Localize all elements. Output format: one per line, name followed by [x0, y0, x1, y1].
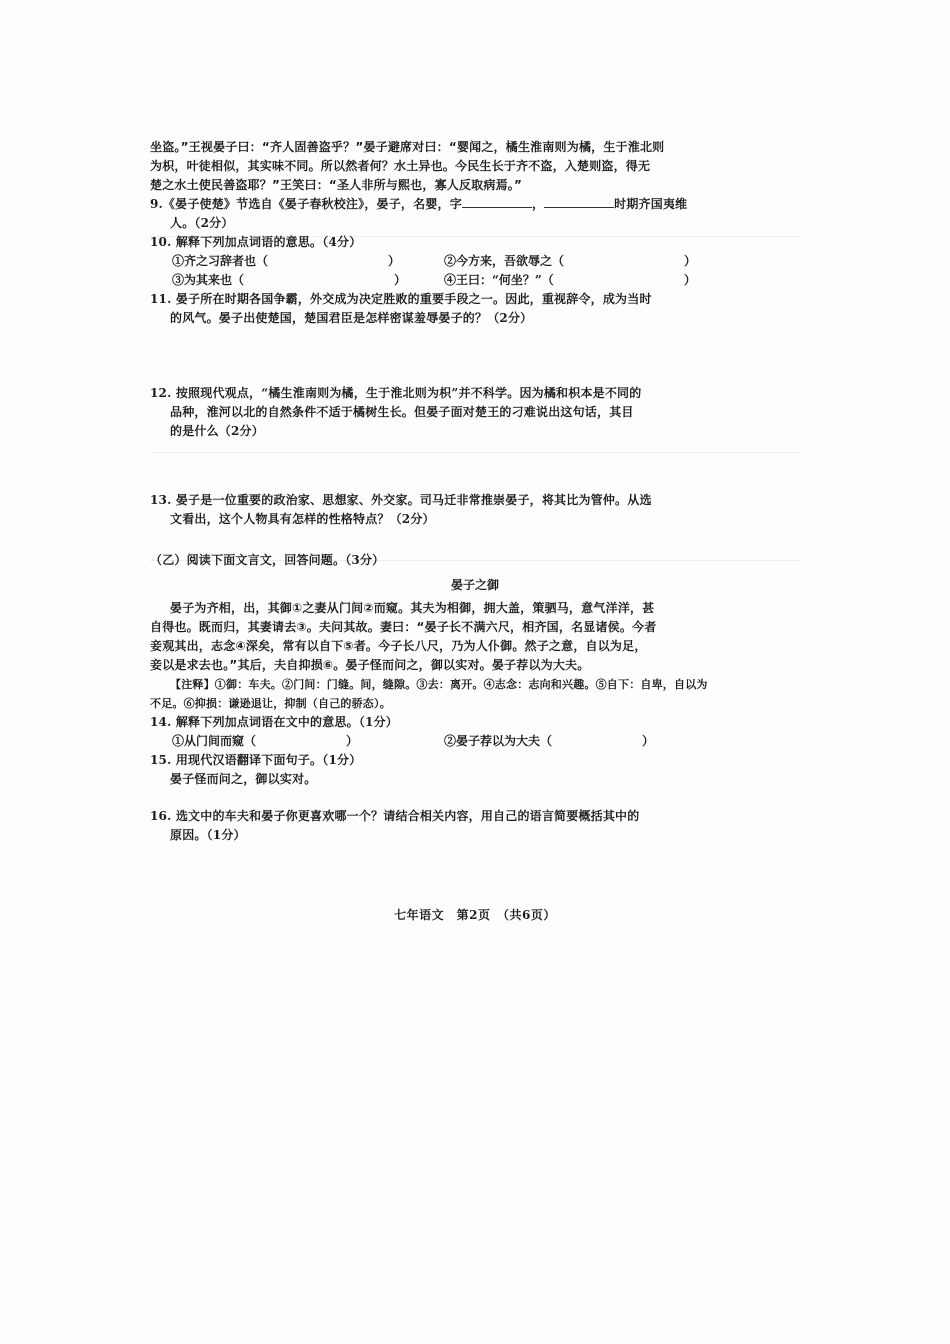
annotation-line: 【注释】①御：车夫。②门间：门缝。间，缝隙。③去：离开。④志念：志向和兴趣。⑤自下：自卑，自以为	[170, 678, 708, 691]
q12-line: 的是什么（2分）	[170, 424, 264, 438]
q11-answer-space[interactable]	[150, 328, 800, 384]
q12-answer-space[interactable]	[150, 441, 800, 491]
q15-sentence: 晏子怪而问之，御以实对。	[170, 772, 317, 786]
q13-line: 文看出，这个人物具有怎样的性格特点？（2分）	[170, 512, 435, 526]
question-12	[150, 384, 800, 441]
section-b-heading: （乙）阅读下面文言文，回答问题。（3分）	[150, 553, 385, 567]
q15-answer-space[interactable]	[150, 789, 800, 807]
question-14	[150, 713, 800, 751]
passage-b	[150, 599, 800, 675]
q11-line: 的风气。晏子出使楚国，楚国君臣是怎样密谋羞辱晏子的？（2分）	[170, 311, 533, 325]
passage-a-continuation	[150, 138, 800, 195]
q12-line: 品种，淮河以北的自然条件不适于橘树生长。但晏子面对楚王的刁难说出这句话，其目	[170, 405, 634, 419]
question-16	[150, 807, 800, 845]
q9-text-c: 时期齐国夷维	[614, 197, 688, 211]
q14-item-2: ②晏子荐以为大夫（	[444, 734, 553, 748]
q10-item-4: ④王曰：“何坐？”（	[444, 273, 554, 287]
page-footer: 七年语文 第2页 （共6页）	[394, 908, 556, 922]
passage-b-line: 妾观其出，志念④深矣，常有以自下⑤者。今子长八尺，乃为人仆御。然子之意，自以为足，	[150, 639, 647, 653]
q14-item-1: ①从门间而窥（	[172, 734, 257, 748]
q10-item-3: ③为其来也（	[172, 273, 245, 287]
passage-line: 为枳，叶徒相似，其实味不同。所以然者何？水土异也。今民生长于齐不盗，入楚则盗，得无	[150, 159, 651, 173]
passage-b-title: 晏子之御	[450, 578, 499, 592]
q14-stem: 14. 解释下列加点词语在文中的意思。（1分）	[150, 715, 399, 729]
question-15	[150, 751, 800, 789]
question-11	[150, 290, 800, 328]
q10-paren: ）	[394, 273, 407, 287]
passage-b-line: 晏子为齐相，出，其御①之妻从门间②而窥。其夫为相御，拥大盖，策驷马，意气洋洋，甚	[170, 601, 655, 615]
q14-row	[150, 732, 800, 751]
q10-paren: ）	[388, 254, 401, 268]
passage-line: 坐盗。”王视晏子曰：“齐人固善盗乎？”晏子避席对曰：“婴闻之，橘生淮南则为橘，生于淮北则	[150, 140, 665, 154]
passage-b-line: 妾以是求去也。”其后，夫自抑损⑥。晏子怪而问之，御以实对。晏子荐以为大夫。	[150, 658, 590, 672]
q13-answer-space[interactable]	[150, 529, 800, 551]
q14-paren: ）	[642, 734, 655, 748]
q11-line: 11. 晏子所在时期各国争霸，外交成为决定胜败的重要手段之一。因此，重视辞令，成为当时	[150, 292, 652, 306]
q10-stem: 10. 解释下列加点词语的意思。（4分）	[150, 235, 362, 249]
annotation-line: 不足。⑥抑损：谦逊退让，抑制（自己的骄态）。	[150, 697, 391, 710]
q9-text-a: 9.《晏子使楚》节选自《晏子春秋校注》，晏子，名婴，字	[150, 197, 462, 211]
q10-paren: ）	[683, 273, 696, 287]
passage-b-line: 自得也。既而归，其妻请去③。夫问其故。妻曰：“晏子长不满六尺，相齐国，名显诸侯。今者	[150, 620, 657, 634]
question-10	[150, 233, 800, 290]
q13-line: 13. 晏子是一位重要的政治家、思想家、外交家。司马迁非常推崇晏子，将其比为管仲。从选	[150, 493, 652, 507]
q15-stem: 15. 用现代汉语翻译下面句子。（1分）	[150, 753, 362, 767]
q14-paren: ）	[346, 734, 359, 748]
q10-row-2	[150, 271, 800, 290]
q10-item-1: ①齐之习辞者也（	[172, 254, 269, 268]
q9-line2: 人。（2分）	[170, 216, 234, 230]
q10-paren: ）	[684, 254, 697, 268]
question-13	[150, 491, 800, 529]
question-9	[150, 195, 800, 233]
passage-line: 楚之水土使民善盗耶？”王笑曰：“圣人非所与熙也，寡人反取病焉。”	[150, 178, 523, 192]
q16-line: 原因。（1分）	[170, 828, 246, 842]
q9-text-b: ，	[531, 197, 545, 211]
annotations	[150, 675, 800, 713]
q9-blank-2[interactable]	[544, 195, 614, 208]
page-content	[150, 138, 800, 845]
q16-line: 16. 选文中的车夫和晏子你更喜欢哪一个？请结合相关内容，用自己的语言简要概括其中的	[150, 809, 640, 823]
q12-line: 12. 按照现代观点，“橘生淮南则为橘，生于淮北则为枳”并不科学。因为橘和枳本是不同的	[150, 386, 642, 400]
q10-item-2: ②今方来，吾欲辱之（	[444, 254, 565, 268]
q9-blank-1[interactable]	[462, 195, 532, 208]
q10-row-1	[150, 252, 800, 271]
